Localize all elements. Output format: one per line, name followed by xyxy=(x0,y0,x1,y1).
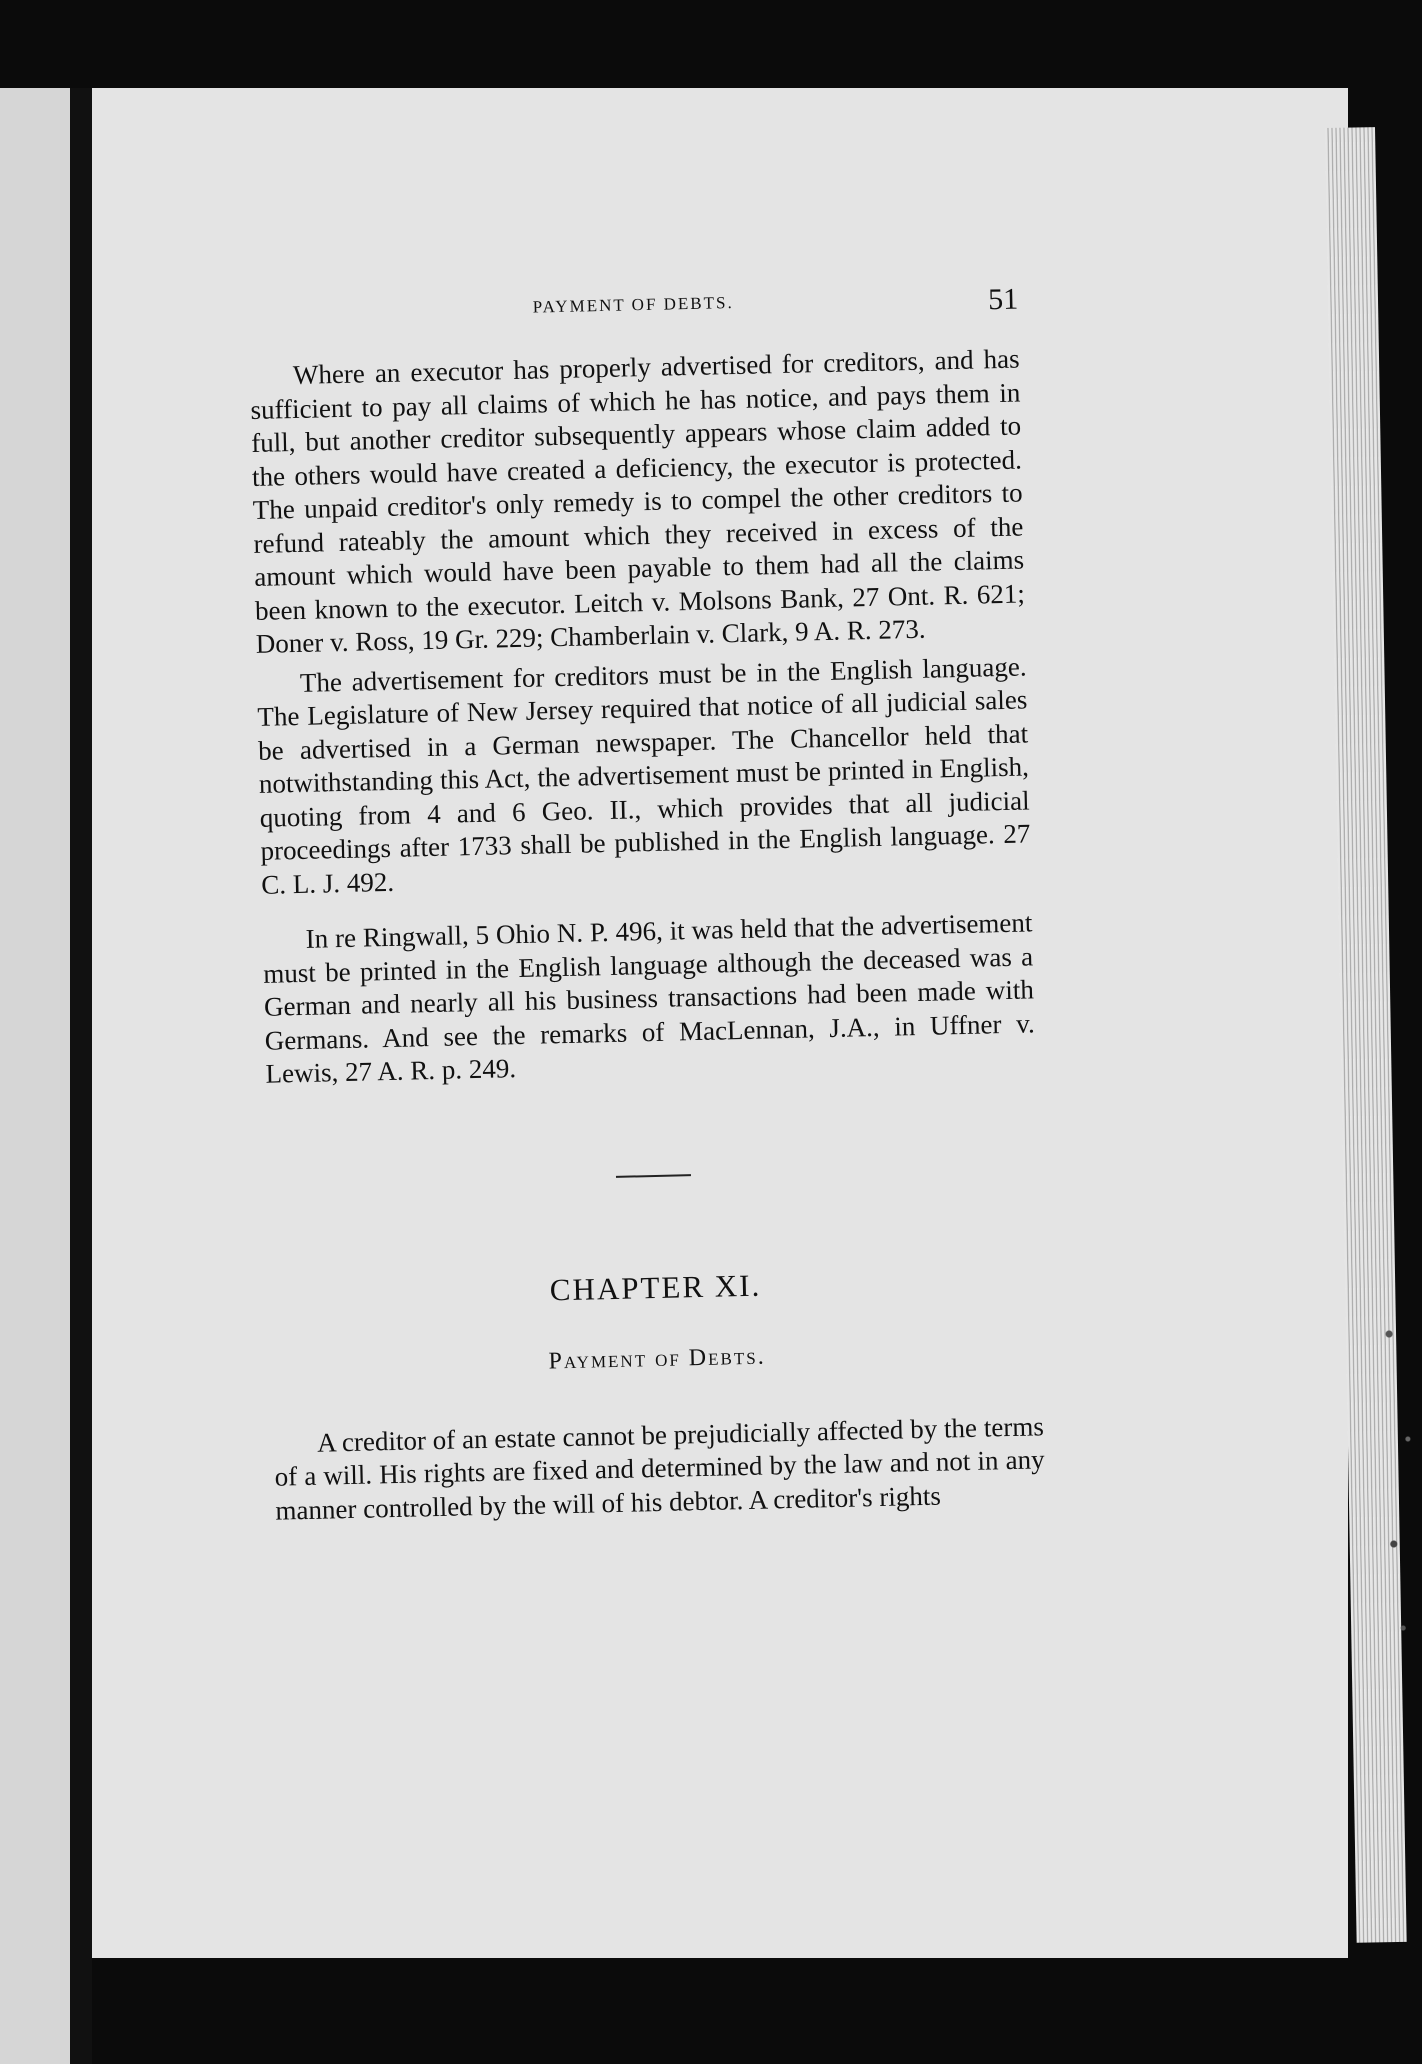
paragraph-executor-protection: Where an executor has properly advertised for creditors, and has sufficient to pay all claims of which he has notice, and pays them in full, but another creditor subsequently appears whose claim added to the others would have created a deficiency, the executor is protected. The unpaid creditor's only remedy is to compel the other creditors to refund rateably the amount which they received in excess of the amount which would have been payable to them had all the claims been known to the executor. Leitch v. Molsons Bank, 27 Ont. R. 621; Doner v. Ross, 19 Gr. 229; Chamberlain v. Clark, 9 A. R. 273. xyxy=(250,343,1026,659)
paragraph-english-language: The advertisement for creditors must be in the English language. The Legislature of New Jersey required that notice of all judicial sales be advertised in a German newspaper. The Chancellor held that notwithstanding this Act, the advertisement must be printed in English, quoting from 4 and 6 Geo. II., which provides that all judicial proceedings after 1733 shall be published in the English language. 27 C. L. J. 492. xyxy=(257,650,1031,900)
section-divider xyxy=(615,1174,690,1178)
page-text xyxy=(248,283,1051,1750)
facing-page xyxy=(0,88,70,2064)
background-texture xyxy=(1375,1250,1422,1670)
paragraph-in-re-ringwall: In re Ringwall, 5 Ohio N. P. 496, it was held that the advertisement must be printed in the English language although the deceased was a German and nearly all his business transactions had been made with Germans. And see the remarks of MacLennan, J.A., in Uffner v. Lewis, 27 A. R. p. 249. xyxy=(262,907,1035,1089)
chapter-heading: CHAPTER XI. xyxy=(549,1267,762,1307)
book-gutter xyxy=(70,88,92,2064)
page-number: 51 xyxy=(987,282,1019,317)
chapter-subheading: Payment of Debts. xyxy=(548,1343,766,1374)
running-title: PAYMENT OF DEBTS. xyxy=(532,292,734,317)
chapter-opening-paragraph: A creditor of an estate cannot be prejudicially affected by the terms of a will. His rights are fixed and determined by the law and not in any manner controlled by the will of his debtor. A creditor's rights xyxy=(274,1410,1045,1526)
